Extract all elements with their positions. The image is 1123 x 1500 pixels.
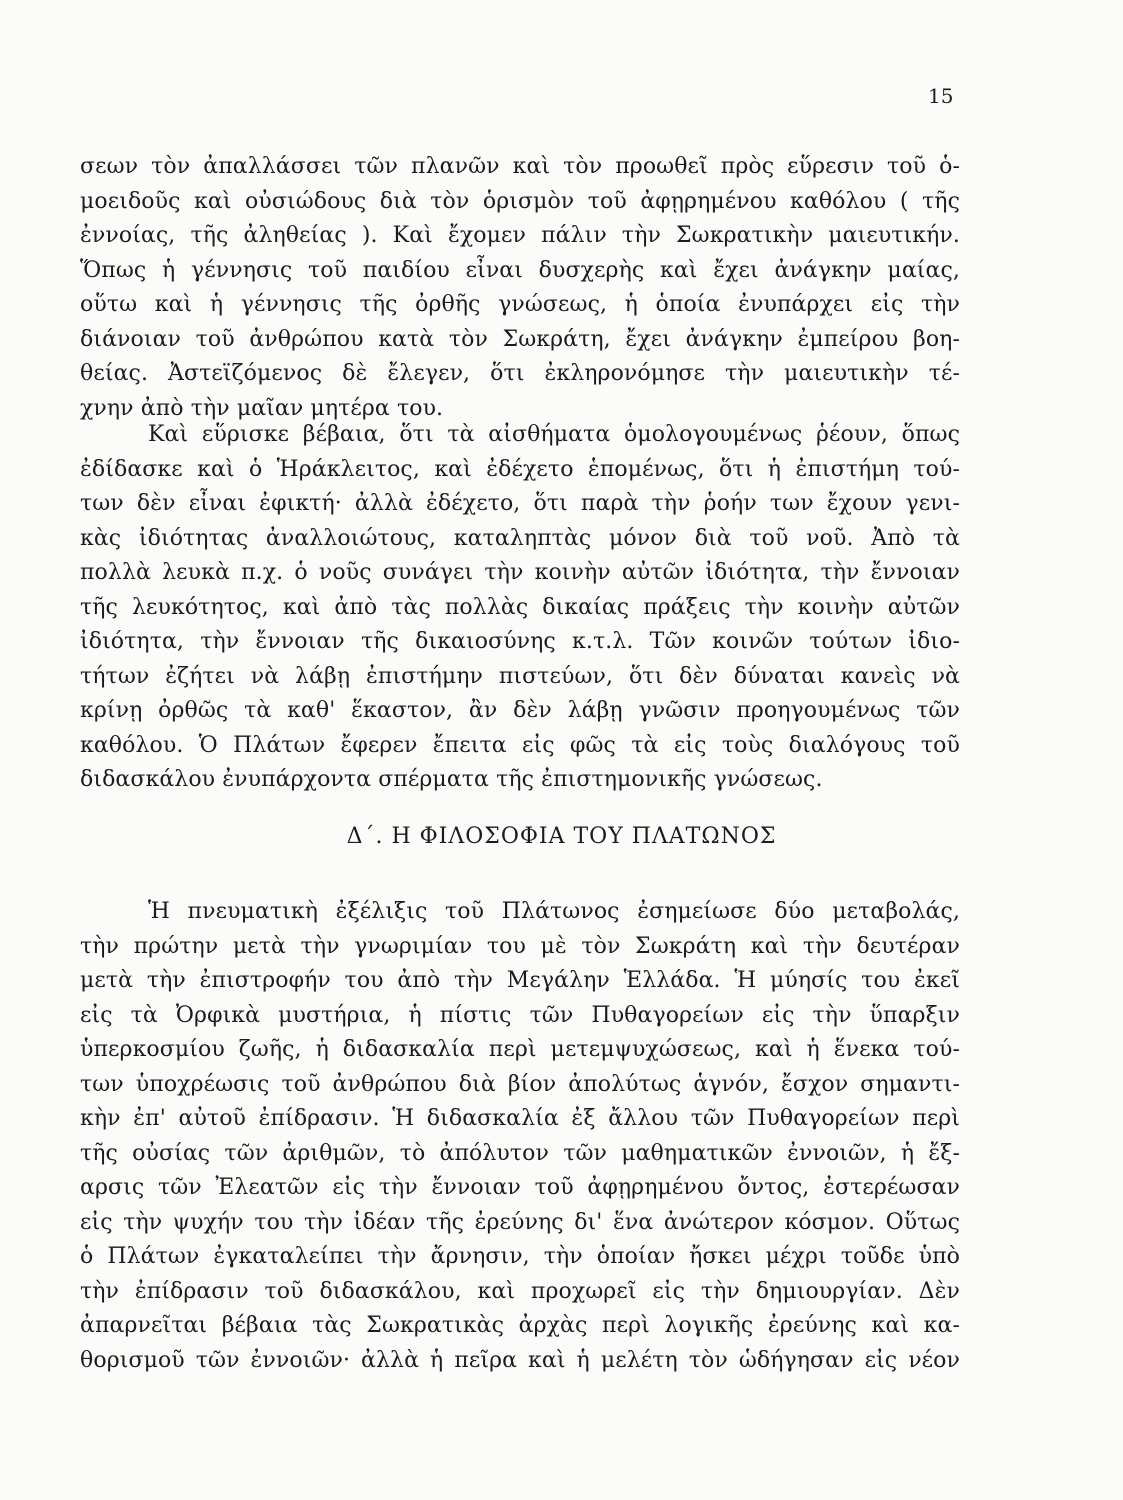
text-line: ἐδίδασκε καὶ ὁ Ἡράκλειτος, καὶ ἐδέχετο ἑπομένως, ὅτι ἡ ἐπιστήμη τού- [80,456,960,482]
paragraph [80,150,960,426]
text-line: τῆς οὐσίας τῶν ἀριθμῶν, τὸ ἀπόλυτον τῶν μαθηματικῶν ἐννοιῶν, ἡ ἔξ- [80,1140,960,1166]
text-line: καθόλου. Ὁ Πλάτων ἔφερεν ἔπειτα εἰς φῶς τὰ εἰς τοὺς διαλόγους τοῦ [80,732,960,758]
paragraph [80,418,960,798]
text-line: τῆς λευκότητος, καὶ ἀπὸ τὰς πολλὰς δικαίας πράξεις τὴν κοινὴν αὐτῶν [80,594,960,620]
text-line: Ἡ πνευματικὴ ἐξέλιξις τοῦ Πλάτωνος ἐσημείωσε δύο μεταβολάς, [148,899,960,924]
text-line: τήτων ἐζήτει νὰ λάβῃ ἐπιστήμην πιστεύων, ὅτι δὲν δύναται κανεὶς νὰ [80,663,960,689]
text-line: μετὰ τὴν ἐπιστροφήν του ἀπὸ τὴν Μεγάλην Ἑλλάδα. Ἡ μύησίς του ἐκεῖ [80,968,960,993]
text-line: τὴν πρώτην μετὰ τὴν γνωριμίαν του μὲ τὸν Σωκράτη καὶ τὴν δευτέραν [80,933,960,959]
text-line: κὴν ἐπ' αὐτοῦ ἐπίδρασιν. Ἡ διδασκαλία ἐξ ἄλλου τῶν Πυθαγορείων περὶ [80,1106,960,1131]
text-line: κρίνῃ ὀρθῶς τὰ καθ' ἕκαστον, ἂν δὲν λάβῃ γνῶσιν προηγουμένως τῶν [80,698,960,723]
text-line: ὁ Πλάτων ἐγκαταλείπει τὴν ἄρνησιν, τὴν ὁποίαν ἤσκει μέχρι τοῦδε ὑπὸ [80,1244,960,1269]
paragraph [80,895,960,1378]
text-line: ἐννοίας, τῆς ἀληθείας ). Καὶ ἔχομεν πάλιν τὴν Σωκρατικὴν μαιευτικήν. [80,223,960,248]
text-line: των δὲν εἶναι ἐφικτή· ἀλλὰ ἐδέχετο, ὅτι παρὰ τὴν ῥοήν των ἔχουν γενι- [80,491,960,516]
text-line: σεων τὸν ἀπαλλάσσει τῶν πλανῶν καὶ τὸν προωθεῖ πρὸς εὕρεσιν τοῦ ὁ- [80,154,960,179]
text-line: ἀπαρνεῖται βέβαια τὰς Σωκρατικὰς ἀρχὰς περὶ λογικῆς ἐρεύνης καὶ κα- [80,1313,960,1338]
text-line: πολλὰ λευκὰ π.χ. ὁ νοῦς συνάγει τὴν κοινὴν αὐτῶν ἰδιότητα, τὴν ἔννοιαν [80,560,960,585]
text-line: ὑπερκοσμίου ζωῆς, ἡ διδασκαλία περὶ μετεμψυχώσεως, καὶ ἡ ἕνεκα τού- [80,1037,960,1062]
text-line: αρσις τῶν Ἐλεατῶν εἰς τὴν ἔννοιαν τοῦ ἀφῃρημένου ὄντος, ἐστερέωσαν [80,1175,960,1200]
text-line: χνην ἀπὸ τὴν μαῖαν μητέρα του. [80,395,444,421]
text-line: διάνοιαν τοῦ ἀνθρώπου κατὰ τὸν Σωκράτη, ἔχει ἀνάγκην ἐμπείρου βοη- [80,326,960,352]
text-line: θείας. Ἀστεϊζόμενος δὲ ἔλεγεν, ὅτι ἐκληρονόμησε τὴν μαιευτικὴν τέ- [80,361,960,386]
text-line: μοειδοῦς καὶ οὐσιώδους διὰ τὸν ὁρισμὸν τοῦ ἀφῃρημένου καθόλου ( τῆς [80,188,960,214]
text-line: Καὶ εὕρισκε βέβαια, ὅτι τὰ αἰσθήματα ὁμολογουμένως ῥέουν, ὅπως [148,422,960,447]
section-heading: Δ΄. Η ΦΙΛΟΣΟΦΙΑ ΤΟΥ ΠΛΑΤΩΝΟΣ [346,824,777,849]
text-line: των ὑποχρέωσις τοῦ ἀνθρώπου διὰ βίον ἀπολύτως ἁγνόν, ἔσχον σημαντι- [80,1071,960,1097]
text-line: τὴν ἐπίδρασιν τοῦ διδασκάλου, καὶ προχωρεῖ εἰς τὴν δημιουργίαν. Δὲν [80,1278,960,1304]
text-line: οὕτω καὶ ἡ γέννησις τῆς ὀρθῆς γνώσεως, ἡ ὁποία ἐνυπάρχει εἰς τὴν [80,292,960,317]
text-line: θορισμοῦ τῶν ἐννοιῶν· ἀλλὰ ἡ πεῖρα καὶ ἡ μελέτη τὸν ὡδήγησαν εἰς νέον [80,1347,960,1373]
text-line: ἰδιότητα, τὴν ἔννοιαν τῆς δικαιοσύνης κ.τ.λ. Τῶν κοινῶν τούτων ἰδιο- [80,629,960,654]
text-line: Ὅπως ἡ γέννησις τοῦ παιδίου εἶναι δυσχερὴς καὶ ἔχει ἀνάγκην μαίας, [80,257,960,283]
text-line: εἰς τὴν ψυχήν του τὴν ἰδέαν τῆς ἐρεύνης δι' ἕνα ἀνώτερον κόσμον. Οὕτως [80,1209,960,1235]
page-number: 15 [928,84,954,108]
text-line: διδασκάλου ἐνυπάρχοντα σπέρματα τῆς ἐπιστημονικῆς γνώσεως. [80,767,823,792]
text-line: κὰς ἰδιότητας ἀναλλοιώτους, καταληπτὰς μόνον διὰ τοῦ νοῦ. Ἀπὸ τὰ [80,525,960,551]
text-line: εἰς τὰ Ὀρφικὰ μυστήρια, ἡ πίστις τῶν Πυθαγορείων εἰς τὴν ὕπαρξιν [80,1002,960,1028]
